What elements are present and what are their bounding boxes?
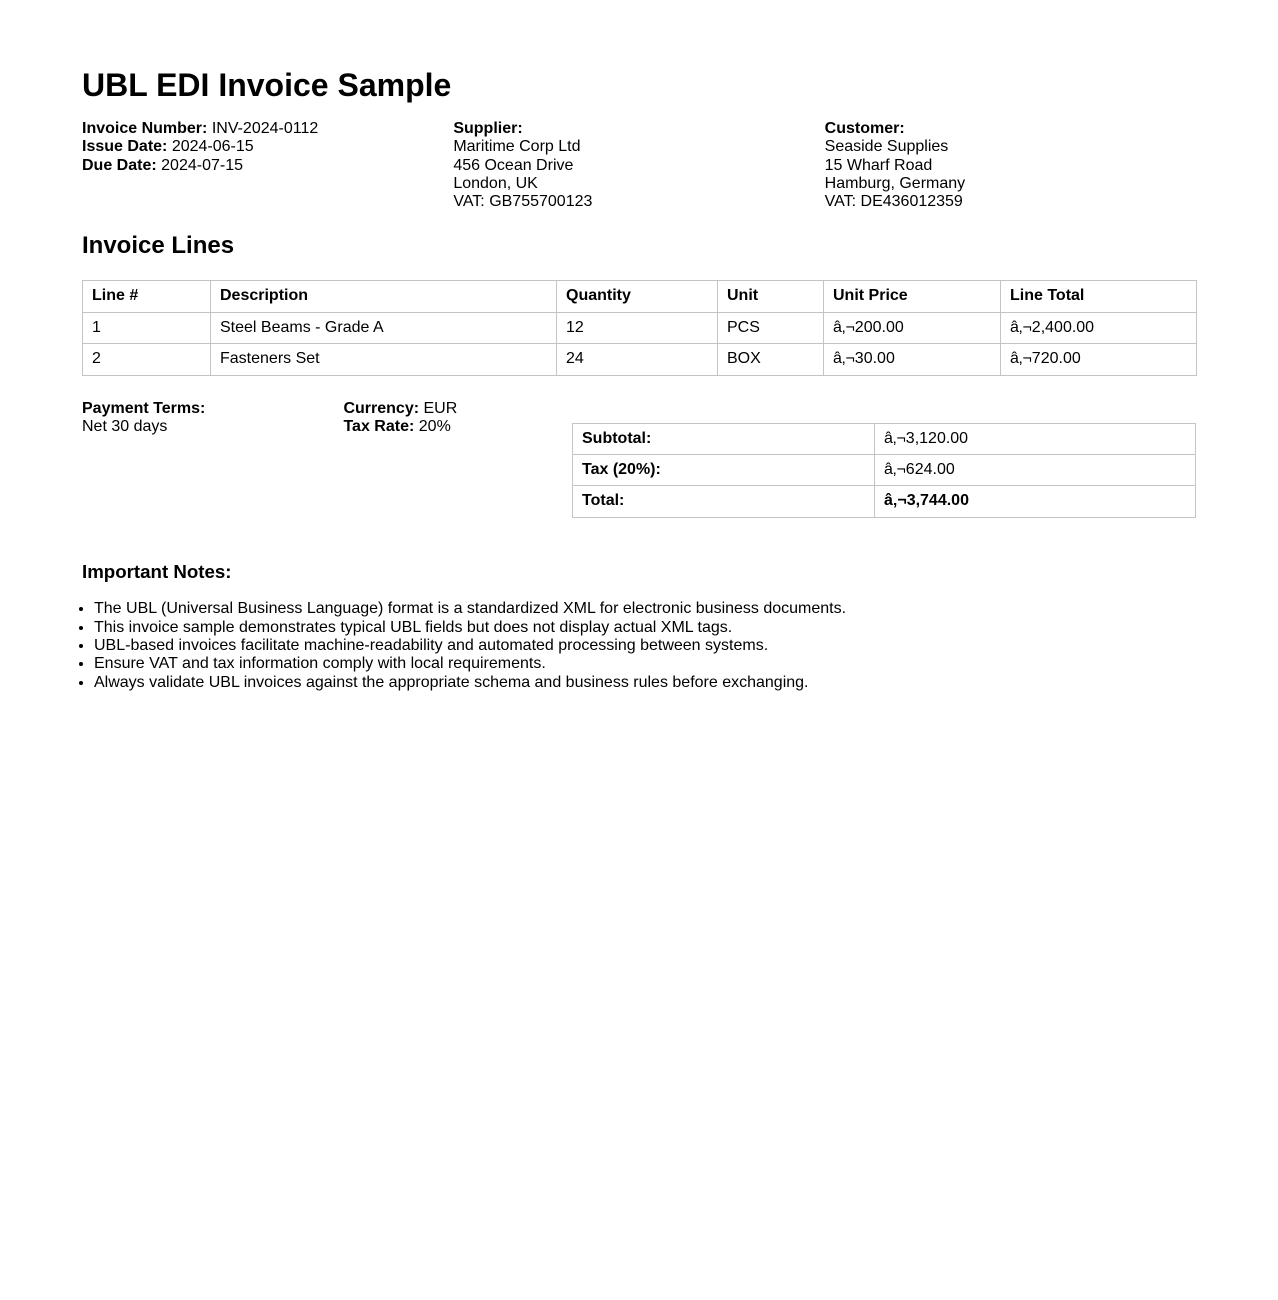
invoice-meta-block — [82, 120, 453, 212]
supplier-address-line2: London, UK — [453, 174, 538, 192]
issue-date-line — [82, 138, 453, 156]
quantity-cell: 24 — [557, 344, 718, 375]
list-item: • Ensure VAT and tax information comply with local requirements. — [94, 655, 1196, 673]
tax-rate-label: Tax Rate: — [343, 417, 415, 435]
customer-vat: VAT: DE436012359 — [824, 193, 963, 211]
important-notes-section — [82, 561, 1196, 692]
invoice-number-value: INV-2024-0112 — [211, 119, 319, 137]
supplier-label: Supplier: — [453, 119, 523, 137]
supplier-vat: VAT: GB755700123 — [453, 193, 593, 211]
important-notes-heading: Important Notes: — [82, 560, 232, 582]
total-row — [573, 486, 1196, 517]
supplier-address-line1: 456 Ocean Drive — [453, 156, 574, 174]
issue-date-label: Issue Date: — [82, 138, 168, 156]
tax-rate-line — [343, 418, 572, 436]
unit-cell: BOX — [718, 344, 824, 375]
description-cell: Steel Beams - Grade A — [211, 312, 557, 343]
subtotal-value: â‚¬3,120.00 — [875, 423, 1196, 454]
subtotal-label: Subtotal: — [573, 423, 875, 454]
list-item: • This invoice sample demonstrates typical UBL fields but does not display actual XML tags. — [94, 619, 1196, 637]
tax-rate-value: 20% — [418, 417, 451, 435]
currency-tax-block — [343, 400, 572, 437]
payment-terms-label: Payment Terms: — [82, 399, 206, 417]
line-total-cell: â‚¬2,400.00 — [1001, 312, 1197, 343]
invoice-lines-heading: Invoice Lines — [82, 231, 235, 259]
due-date-line — [82, 157, 453, 175]
issue-date-value: 2024-06-15 — [171, 138, 254, 156]
tax-value: â‚¬624.00 — [875, 454, 1196, 485]
table-header-row — [83, 281, 1197, 312]
due-date-value: 2024-07-15 — [161, 156, 243, 174]
table-row — [83, 312, 1197, 343]
currency-line — [343, 400, 572, 418]
invoice-lines-table — [82, 280, 1197, 375]
list-item: • Always validate UBL invoices against the appropriate schema and business rules before exchanging. — [94, 674, 1196, 692]
subtotal-row — [573, 423, 1196, 454]
customer-name: Seaside Supplies — [824, 138, 949, 156]
column-header-quantity: Quantity — [557, 281, 718, 312]
description-cell: Fasteners Set — [211, 344, 557, 375]
list-item: • The UBL (Universal Business Language) format is a standardized XML for electronic business documents. — [94, 600, 1196, 618]
customer-block — [825, 120, 1196, 212]
totals-table — [572, 423, 1196, 518]
customer-address-line2: Hamburg, Germany — [824, 174, 966, 192]
payment-terms-value: Net 30 days — [82, 417, 168, 435]
invoice-header — [82, 120, 1196, 212]
unit-price-cell: â‚¬200.00 — [824, 312, 1001, 343]
terms-and-totals-section — [82, 400, 1196, 518]
supplier-name: Maritime Corp Ltd — [453, 138, 581, 156]
unit-cell: PCS — [718, 312, 824, 343]
column-header-unit: Unit — [718, 281, 824, 312]
total-value: â‚¬3,744.00 — [875, 486, 1196, 517]
column-header-line-number: Line # — [83, 281, 211, 312]
total-label: Total: — [573, 486, 875, 517]
currency-label: Currency: — [343, 399, 420, 417]
currency-value: EUR — [423, 399, 458, 417]
tax-row — [573, 454, 1196, 485]
tax-label: Tax (20%): — [573, 454, 875, 485]
customer-label: Customer: — [824, 119, 905, 137]
column-header-line-total: Line Total — [1001, 281, 1197, 312]
line-number-cell: 2 — [83, 344, 211, 375]
invoice-number-label: Invoice Number: — [82, 119, 208, 137]
list-item: • UBL-based invoices facilitate machine-readability and automated processing between systems. — [94, 637, 1196, 655]
customer-address-line1: 15 Wharf Road — [824, 156, 933, 174]
payment-terms-block — [82, 400, 343, 437]
quantity-cell: 12 — [557, 312, 718, 343]
column-header-unit-price: Unit Price — [824, 281, 1001, 312]
column-header-description: Description — [211, 281, 557, 312]
invoice-number-line — [82, 120, 453, 138]
page-title: UBL EDI Invoice Sample — [82, 67, 452, 103]
line-number-cell: 1 — [83, 312, 211, 343]
line-total-cell: â‚¬720.00 — [1001, 344, 1197, 375]
due-date-label: Due Date: — [82, 156, 157, 174]
unit-price-cell: â‚¬30.00 — [824, 344, 1001, 375]
supplier-block — [453, 120, 824, 212]
table-row — [83, 344, 1197, 375]
notes-list — [82, 600, 1196, 692]
